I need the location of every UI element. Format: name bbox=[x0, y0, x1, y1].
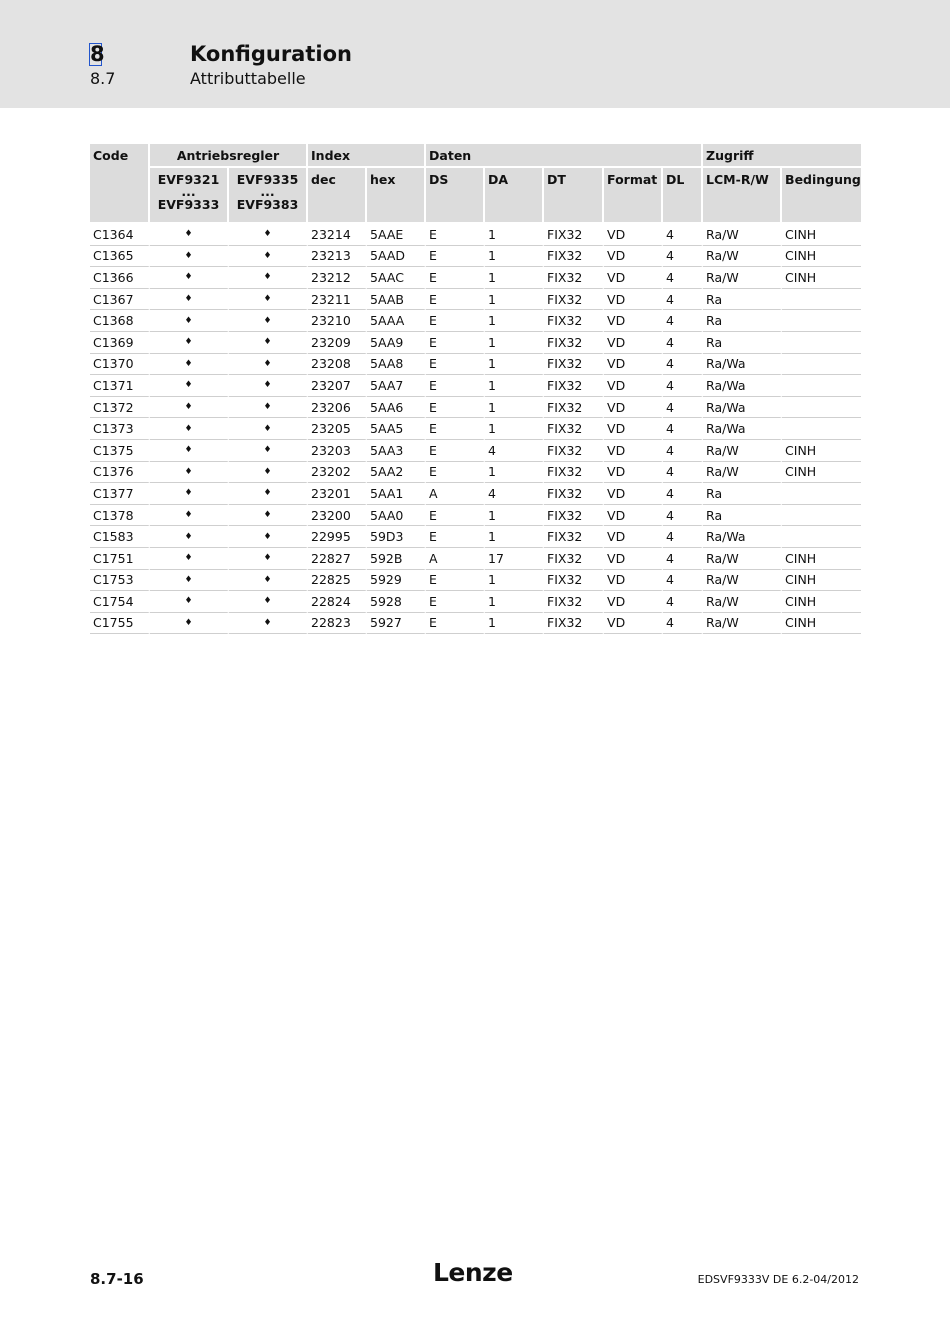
cell-dt: FIX32 bbox=[544, 267, 604, 289]
attribute-table bbox=[90, 144, 861, 634]
header-evf-a-mid: ... bbox=[181, 184, 196, 199]
cell-da: 1 bbox=[485, 613, 544, 635]
cell-dec: 22995 bbox=[308, 526, 367, 548]
cell-ds: E bbox=[426, 570, 485, 592]
cell-evf1: ♦ bbox=[150, 591, 229, 613]
cell-dec: 23206 bbox=[308, 397, 367, 419]
cell-dt: FIX32 bbox=[544, 483, 604, 505]
cell-dt: FIX32 bbox=[544, 332, 604, 354]
table-row bbox=[90, 613, 861, 635]
cell-hex: 5AA7 bbox=[367, 375, 426, 397]
header-zugriff: Zugriff bbox=[703, 144, 861, 168]
cell-lcm: Ra bbox=[703, 310, 782, 332]
cell-da: 1 bbox=[485, 570, 544, 592]
cell-evf1: ♦ bbox=[150, 548, 229, 570]
cell-evf1: ♦ bbox=[150, 440, 229, 462]
cell-da: 1 bbox=[485, 591, 544, 613]
chapter-title: Konfiguration bbox=[190, 42, 352, 66]
header-evf-a-bot: EVF9333 bbox=[157, 197, 220, 212]
cell-dl: 4 bbox=[663, 505, 703, 527]
cell-dec: 22823 bbox=[308, 613, 367, 635]
cell-evf2: ♦ bbox=[229, 440, 308, 462]
cell-evf1: ♦ bbox=[150, 267, 229, 289]
cell-hex: 5AAD bbox=[367, 246, 426, 268]
cell-da: 1 bbox=[485, 505, 544, 527]
cell-format: VD bbox=[604, 267, 663, 289]
cell-code: C1753 bbox=[90, 570, 150, 592]
cell-evf2: ♦ bbox=[229, 310, 308, 332]
table-header-row-1 bbox=[90, 144, 861, 168]
cell-evf1: ♦ bbox=[150, 526, 229, 548]
cell-ds: E bbox=[426, 440, 485, 462]
cell-dec: 23201 bbox=[308, 483, 367, 505]
cell-code: C1369 bbox=[90, 332, 150, 354]
header-format: Format bbox=[604, 168, 663, 224]
cell-code: C1378 bbox=[90, 505, 150, 527]
cell-lcm: Ra/W bbox=[703, 440, 782, 462]
cell-dec: 23202 bbox=[308, 462, 367, 484]
header-evf-b-top: EVF9335 bbox=[236, 172, 299, 187]
cell-evf1: ♦ bbox=[150, 418, 229, 440]
cell-da: 4 bbox=[485, 483, 544, 505]
cell-format: VD bbox=[604, 397, 663, 419]
cell-bed bbox=[782, 397, 861, 419]
cell-code: C1375 bbox=[90, 440, 150, 462]
cell-hex: 5AAB bbox=[367, 289, 426, 311]
header-antriebsregler: Antriebsregler bbox=[150, 144, 308, 168]
header-evf-range-a bbox=[150, 168, 229, 224]
cell-code: C1376 bbox=[90, 462, 150, 484]
cell-da: 1 bbox=[485, 462, 544, 484]
cell-format: VD bbox=[604, 526, 663, 548]
cell-evf1: ♦ bbox=[150, 397, 229, 419]
header-daten: Daten bbox=[426, 144, 703, 168]
cell-lcm: Ra/Wa bbox=[703, 418, 782, 440]
cell-dl: 4 bbox=[663, 418, 703, 440]
table-row bbox=[90, 505, 861, 527]
cell-dl: 4 bbox=[663, 246, 703, 268]
cell-evf2: ♦ bbox=[229, 505, 308, 527]
cell-lcm: Ra bbox=[703, 483, 782, 505]
cell-code: C1373 bbox=[90, 418, 150, 440]
cell-format: VD bbox=[604, 224, 663, 246]
cell-evf2: ♦ bbox=[229, 375, 308, 397]
cell-format: VD bbox=[604, 332, 663, 354]
header-ds: DS bbox=[426, 168, 485, 224]
cell-ds: A bbox=[426, 483, 485, 505]
cell-dt: FIX32 bbox=[544, 526, 604, 548]
cell-bed bbox=[782, 375, 861, 397]
cell-ds: E bbox=[426, 289, 485, 311]
cell-hex: 5AA1 bbox=[367, 483, 426, 505]
cell-lcm: Ra/Wa bbox=[703, 397, 782, 419]
cell-bed: CINH bbox=[782, 224, 861, 246]
cell-bed bbox=[782, 505, 861, 527]
cell-dt: FIX32 bbox=[544, 397, 604, 419]
cell-ds: E bbox=[426, 354, 485, 376]
cell-dt: FIX32 bbox=[544, 548, 604, 570]
cell-lcm: Ra/W bbox=[703, 462, 782, 484]
table-row bbox=[90, 548, 861, 570]
cell-dec: 23209 bbox=[308, 332, 367, 354]
cell-bed bbox=[782, 483, 861, 505]
cell-evf2: ♦ bbox=[229, 332, 308, 354]
cell-dec: 23214 bbox=[308, 224, 367, 246]
cell-dt: FIX32 bbox=[544, 224, 604, 246]
table-row bbox=[90, 570, 861, 592]
cell-dec: 22827 bbox=[308, 548, 367, 570]
cell-format: VD bbox=[604, 375, 663, 397]
cell-evf2: ♦ bbox=[229, 591, 308, 613]
cell-code: C1366 bbox=[90, 267, 150, 289]
cell-ds: E bbox=[426, 224, 485, 246]
cell-lcm: Ra/W bbox=[703, 224, 782, 246]
cell-dl: 4 bbox=[663, 591, 703, 613]
cell-format: VD bbox=[604, 418, 663, 440]
cell-evf2: ♦ bbox=[229, 246, 308, 268]
cell-ds: E bbox=[426, 505, 485, 527]
cell-dt: FIX32 bbox=[544, 505, 604, 527]
cell-dl: 4 bbox=[663, 483, 703, 505]
header-evf-range-b bbox=[229, 168, 308, 224]
cell-evf1: ♦ bbox=[150, 613, 229, 635]
cell-evf2: ♦ bbox=[229, 570, 308, 592]
cell-dt: FIX32 bbox=[544, 591, 604, 613]
cell-dec: 22824 bbox=[308, 591, 367, 613]
cell-dt: FIX32 bbox=[544, 289, 604, 311]
cell-ds: E bbox=[426, 526, 485, 548]
cell-bed: CINH bbox=[782, 440, 861, 462]
cell-format: VD bbox=[604, 462, 663, 484]
cell-ds: E bbox=[426, 310, 485, 332]
cell-lcm: Ra/Wa bbox=[703, 375, 782, 397]
cell-bed bbox=[782, 354, 861, 376]
cell-format: VD bbox=[604, 354, 663, 376]
document-id: EDSVF9333V DE 6.2-04/2012 bbox=[697, 1273, 859, 1286]
cell-hex: 5AA3 bbox=[367, 440, 426, 462]
cell-evf2: ♦ bbox=[229, 267, 308, 289]
cell-evf1: ♦ bbox=[150, 462, 229, 484]
cell-lcm: Ra/W bbox=[703, 591, 782, 613]
table-row bbox=[90, 224, 861, 246]
cell-evf1: ♦ bbox=[150, 505, 229, 527]
cell-bed bbox=[782, 289, 861, 311]
cell-hex: 5AA0 bbox=[367, 505, 426, 527]
cell-bed bbox=[782, 526, 861, 548]
table-row bbox=[90, 354, 861, 376]
cell-lcm: Ra bbox=[703, 332, 782, 354]
cell-hex: 5928 bbox=[367, 591, 426, 613]
cell-evf1: ♦ bbox=[150, 310, 229, 332]
cell-hex: 5929 bbox=[367, 570, 426, 592]
cell-evf2: ♦ bbox=[229, 354, 308, 376]
cell-da: 1 bbox=[485, 332, 544, 354]
cell-ds: E bbox=[426, 613, 485, 635]
cell-dec: 23208 bbox=[308, 354, 367, 376]
cell-dec: 23211 bbox=[308, 289, 367, 311]
cell-dl: 4 bbox=[663, 570, 703, 592]
cell-dt: FIX32 bbox=[544, 462, 604, 484]
cell-code: C1755 bbox=[90, 613, 150, 635]
cell-format: VD bbox=[604, 591, 663, 613]
table-row bbox=[90, 440, 861, 462]
cell-bed: CINH bbox=[782, 591, 861, 613]
cell-ds: E bbox=[426, 591, 485, 613]
header-index: Index bbox=[308, 144, 426, 168]
table-row bbox=[90, 483, 861, 505]
table-row bbox=[90, 246, 861, 268]
cell-bed bbox=[782, 310, 861, 332]
cell-code: C1364 bbox=[90, 224, 150, 246]
cell-hex: 5927 bbox=[367, 613, 426, 635]
cell-hex: 5AA2 bbox=[367, 462, 426, 484]
cell-evf1: ♦ bbox=[150, 354, 229, 376]
cell-dl: 4 bbox=[663, 310, 703, 332]
table-row bbox=[90, 332, 861, 354]
cell-lcm: Ra/W bbox=[703, 246, 782, 268]
cell-format: VD bbox=[604, 246, 663, 268]
cell-lcm: Ra bbox=[703, 289, 782, 311]
cell-da: 1 bbox=[485, 267, 544, 289]
table-row bbox=[90, 310, 861, 332]
cell-lcm: Ra/Wa bbox=[703, 526, 782, 548]
header-dl: DL bbox=[663, 168, 703, 224]
cell-code: C1370 bbox=[90, 354, 150, 376]
table-row bbox=[90, 289, 861, 311]
cell-da: 1 bbox=[485, 289, 544, 311]
cell-evf1: ♦ bbox=[150, 224, 229, 246]
cell-bed: CINH bbox=[782, 462, 861, 484]
header-dt: DT bbox=[544, 168, 604, 224]
page-header bbox=[0, 0, 950, 108]
header-hex: hex bbox=[367, 168, 426, 224]
table-row bbox=[90, 462, 861, 484]
lenze-logo: Lenze bbox=[433, 1258, 513, 1287]
cell-hex: 592B bbox=[367, 548, 426, 570]
cell-bed: CINH bbox=[782, 548, 861, 570]
cell-dt: FIX32 bbox=[544, 570, 604, 592]
cell-evf1: ♦ bbox=[150, 375, 229, 397]
cell-dt: FIX32 bbox=[544, 246, 604, 268]
cell-evf2: ♦ bbox=[229, 548, 308, 570]
cell-dl: 4 bbox=[663, 332, 703, 354]
cell-bed bbox=[782, 332, 861, 354]
cell-dl: 4 bbox=[663, 462, 703, 484]
cell-evf1: ♦ bbox=[150, 570, 229, 592]
header-bedingung: Bedingung bbox=[782, 168, 861, 224]
cell-dt: FIX32 bbox=[544, 440, 604, 462]
chapter-number: 8 bbox=[90, 42, 105, 66]
cell-lcm: Ra bbox=[703, 505, 782, 527]
cell-code: C1372 bbox=[90, 397, 150, 419]
cell-format: VD bbox=[604, 310, 663, 332]
cell-dl: 4 bbox=[663, 354, 703, 376]
cell-evf2: ♦ bbox=[229, 418, 308, 440]
header-da: DA bbox=[485, 168, 544, 224]
cell-da: 1 bbox=[485, 418, 544, 440]
section-number: 8.7 bbox=[90, 69, 116, 88]
cell-bed: CINH bbox=[782, 613, 861, 635]
cell-evf2: ♦ bbox=[229, 483, 308, 505]
cell-code: C1368 bbox=[90, 310, 150, 332]
header-evf-a-top: EVF9321 bbox=[157, 172, 220, 187]
cell-hex: 59D3 bbox=[367, 526, 426, 548]
cell-code: C1365 bbox=[90, 246, 150, 268]
cell-dl: 4 bbox=[663, 289, 703, 311]
header-lcm: LCM-R/W bbox=[703, 168, 782, 224]
cell-format: VD bbox=[604, 440, 663, 462]
cell-dt: FIX32 bbox=[544, 418, 604, 440]
cell-code: C1751 bbox=[90, 548, 150, 570]
cell-lcm: Ra/W bbox=[703, 548, 782, 570]
cell-hex: 5AAA bbox=[367, 310, 426, 332]
cell-ds: E bbox=[426, 267, 485, 289]
cell-lcm: Ra/W bbox=[703, 267, 782, 289]
cell-format: VD bbox=[604, 613, 663, 635]
cell-dt: FIX32 bbox=[544, 613, 604, 635]
cell-dec: 23210 bbox=[308, 310, 367, 332]
cell-hex: 5AA6 bbox=[367, 397, 426, 419]
cell-dec: 23203 bbox=[308, 440, 367, 462]
cell-format: VD bbox=[604, 548, 663, 570]
cell-hex: 5AA9 bbox=[367, 332, 426, 354]
cell-da: 1 bbox=[485, 354, 544, 376]
cell-code: C1367 bbox=[90, 289, 150, 311]
cell-ds: E bbox=[426, 375, 485, 397]
cell-bed: CINH bbox=[782, 246, 861, 268]
cell-da: 1 bbox=[485, 526, 544, 548]
table-row bbox=[90, 591, 861, 613]
header-dec: dec bbox=[308, 168, 367, 224]
cell-evf2: ♦ bbox=[229, 462, 308, 484]
table-row bbox=[90, 267, 861, 289]
page-number: 8.7-16 bbox=[90, 1270, 144, 1288]
cell-ds: E bbox=[426, 397, 485, 419]
cell-da: 1 bbox=[485, 375, 544, 397]
cell-dec: 22825 bbox=[308, 570, 367, 592]
cell-code: C1371 bbox=[90, 375, 150, 397]
cell-format: VD bbox=[604, 570, 663, 592]
cell-hex: 5AAE bbox=[367, 224, 426, 246]
cell-lcm: Ra/W bbox=[703, 613, 782, 635]
cell-da: 1 bbox=[485, 224, 544, 246]
cell-dec: 23207 bbox=[308, 375, 367, 397]
cell-evf2: ♦ bbox=[229, 613, 308, 635]
cell-dl: 4 bbox=[663, 267, 703, 289]
cell-hex: 5AA5 bbox=[367, 418, 426, 440]
cell-ds: E bbox=[426, 246, 485, 268]
cell-da: 1 bbox=[485, 246, 544, 268]
cell-dl: 4 bbox=[663, 613, 703, 635]
cell-evf2: ♦ bbox=[229, 526, 308, 548]
cell-code: C1754 bbox=[90, 591, 150, 613]
cell-lcm: Ra/W bbox=[703, 570, 782, 592]
table-row bbox=[90, 397, 861, 419]
cell-hex: 5AAC bbox=[367, 267, 426, 289]
table-header-row-2 bbox=[90, 168, 861, 224]
cell-ds: A bbox=[426, 548, 485, 570]
cell-dec: 23213 bbox=[308, 246, 367, 268]
table-row bbox=[90, 418, 861, 440]
cell-bed: CINH bbox=[782, 267, 861, 289]
header-code: Code bbox=[90, 144, 150, 224]
cell-evf1: ♦ bbox=[150, 332, 229, 354]
cell-format: VD bbox=[604, 505, 663, 527]
table-row bbox=[90, 526, 861, 548]
header-evf-b-bot: EVF9383 bbox=[236, 197, 299, 212]
cell-dt: FIX32 bbox=[544, 375, 604, 397]
cell-evf1: ♦ bbox=[150, 289, 229, 311]
cell-dec: 23212 bbox=[308, 267, 367, 289]
cell-da: 1 bbox=[485, 397, 544, 419]
cell-ds: E bbox=[426, 462, 485, 484]
cell-ds: E bbox=[426, 332, 485, 354]
cell-evf1: ♦ bbox=[150, 246, 229, 268]
cell-evf2: ♦ bbox=[229, 397, 308, 419]
cell-format: VD bbox=[604, 289, 663, 311]
cell-da: 4 bbox=[485, 440, 544, 462]
cell-dl: 4 bbox=[663, 397, 703, 419]
cell-evf2: ♦ bbox=[229, 224, 308, 246]
cell-dl: 4 bbox=[663, 224, 703, 246]
cell-dl: 4 bbox=[663, 440, 703, 462]
section-title: Attributtabelle bbox=[190, 69, 306, 88]
cell-bed: CINH bbox=[782, 570, 861, 592]
cell-da: 1 bbox=[485, 310, 544, 332]
table-row bbox=[90, 375, 861, 397]
cell-dt: FIX32 bbox=[544, 354, 604, 376]
cell-dec: 23200 bbox=[308, 505, 367, 527]
table-body bbox=[90, 224, 861, 634]
cell-evf2: ♦ bbox=[229, 289, 308, 311]
cell-dt: FIX32 bbox=[544, 310, 604, 332]
cell-dl: 4 bbox=[663, 548, 703, 570]
cell-dl: 4 bbox=[663, 526, 703, 548]
cell-bed bbox=[782, 418, 861, 440]
cell-dec: 23205 bbox=[308, 418, 367, 440]
cell-da: 17 bbox=[485, 548, 544, 570]
cell-code: C1583 bbox=[90, 526, 150, 548]
cell-lcm: Ra/Wa bbox=[703, 354, 782, 376]
header-evf-b-mid: ... bbox=[260, 184, 275, 199]
cell-hex: 5AA8 bbox=[367, 354, 426, 376]
cell-dl: 4 bbox=[663, 375, 703, 397]
cell-ds: E bbox=[426, 418, 485, 440]
cell-format: VD bbox=[604, 483, 663, 505]
cell-code: C1377 bbox=[90, 483, 150, 505]
cell-evf1: ♦ bbox=[150, 483, 229, 505]
